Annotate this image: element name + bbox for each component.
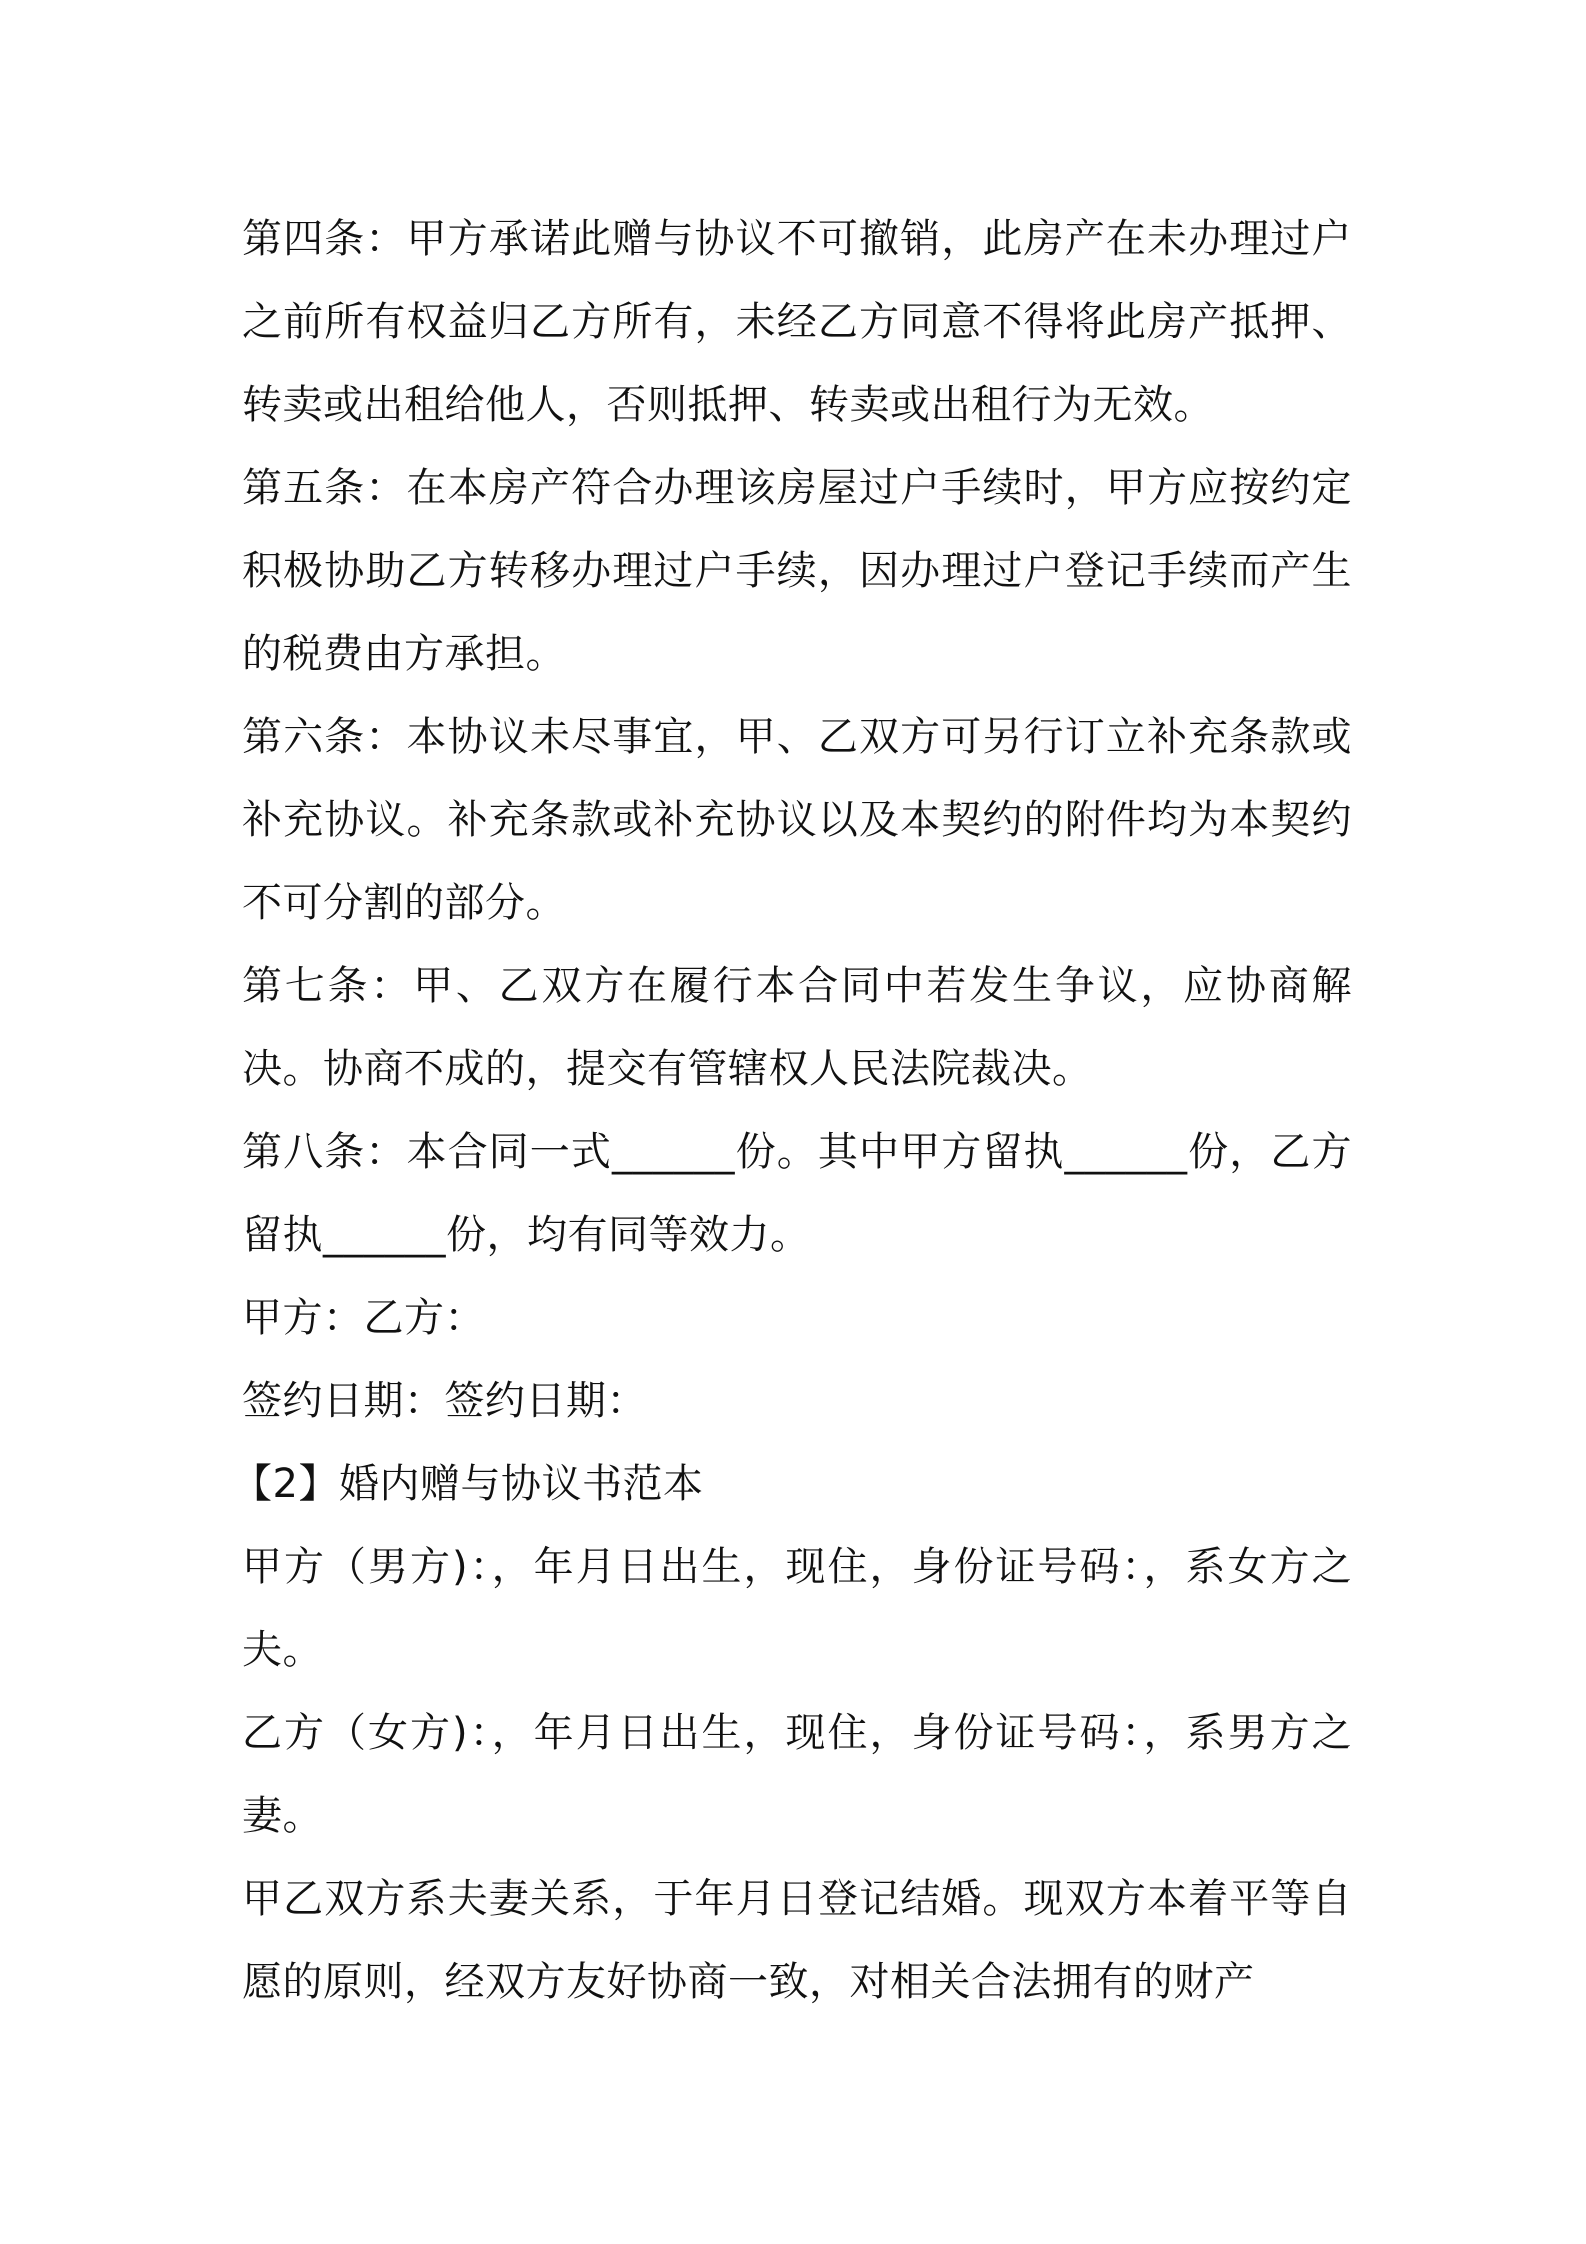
document-body	[232, 198, 1352, 2024]
article-5-paragraph: 第五条：在本房产符合办理该房屋过户手续时，甲方应按约定积极协助乙方转移办理过户手续，因办理过户登记手续而产生的税费由方承担。	[242, 465, 1352, 677]
section-2-heading: 【2】婚内赠与协议书范本	[232, 1461, 704, 1507]
article-4-paragraph: 第四条：甲方承诺此赠与协议不可撤销，此房产在未办理过户之前所有权益归乙方所有，未经乙方同意不得将此房产抵押、转卖或出租给他人，否则抵押、转卖或出租行为无效。	[242, 216, 1352, 428]
parties-signature-line: 甲方：乙方：	[242, 1295, 485, 1341]
party-b-info-paragraph: 乙方（女方)：，年月日出生，现住，身份证号码：，系男方之妻。	[242, 1710, 1352, 1839]
signing-date-line: 签约日期：签约日期：	[242, 1378, 647, 1424]
article-7-paragraph: 第七条：甲、乙双方在履行本合同中若发生争议，应协商解决。协商不成的，提交有管辖权人民法院裁决。	[242, 963, 1352, 1092]
article-8-paragraph: 第八条：本合同一式______份。其中甲方留执______份，乙方留执______份，均有同等效力。	[242, 1129, 1352, 1258]
marriage-statement-paragraph: 甲乙双方系夫妻关系，于年月日登记结婚。现双方本着平等自愿的原则，经双方友好协商一致，对相关合法拥有的财产	[242, 1876, 1352, 2005]
party-a-info-paragraph: 甲方（男方)：，年月日出生，现住，身份证号码：，系女方之夫。	[242, 1544, 1352, 1673]
article-6-paragraph: 第六条：本协议未尽事宜，甲、乙双方可另行订立补充条款或补充协议。补充条款或补充协议以及本契约的附件均为本契约不可分割的部分。	[242, 714, 1352, 926]
